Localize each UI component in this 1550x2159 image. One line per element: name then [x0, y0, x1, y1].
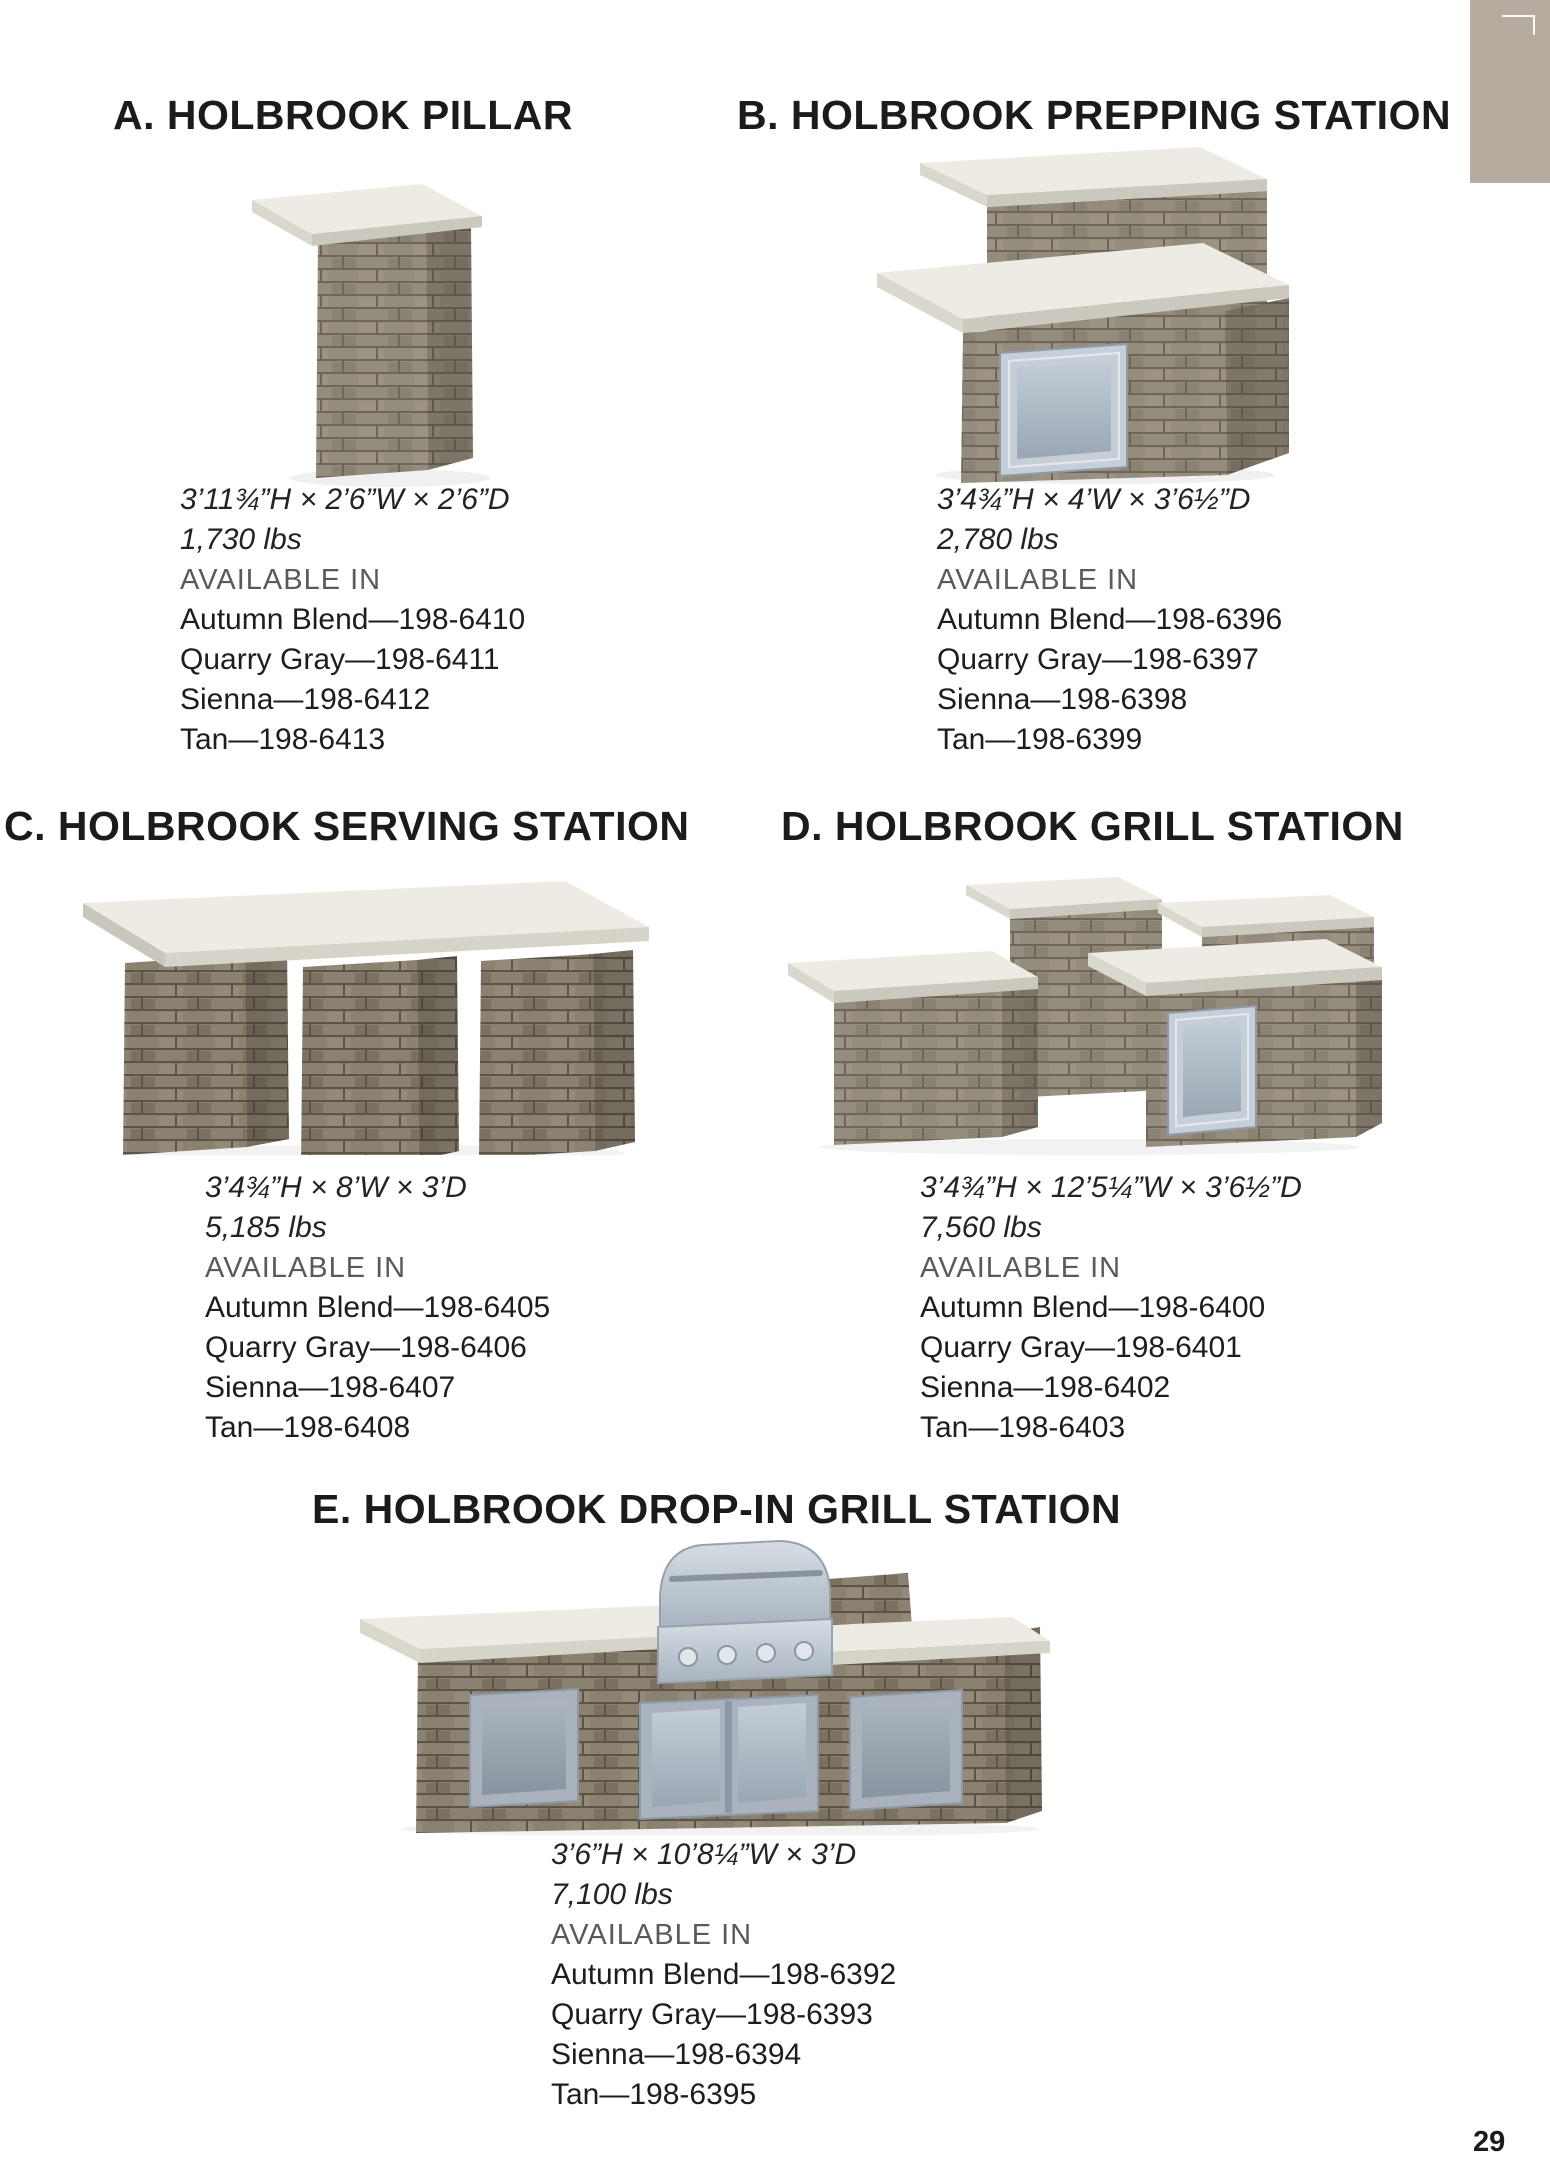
- product-c-image: [45, 855, 665, 1155]
- product-b-color-option: Sienna—198-6398: [937, 683, 1188, 716]
- product-a-image: [190, 140, 490, 490]
- holbrook-drop-in-grill-station-illustration: [340, 1535, 1080, 1835]
- product-e-color-option: Quarry Gray—198-6393: [551, 1998, 873, 2031]
- product-d-color-option: Tan—198-6403: [920, 1411, 1126, 1444]
- product-b-image: [865, 135, 1295, 485]
- holbrook-prepping-station-illustration: [865, 135, 1295, 485]
- product-b-title: B. HOLBROOK PREPPING STATION: [737, 92, 1452, 138]
- grill-knob: [679, 1648, 697, 1666]
- left-counter-module: [788, 951, 1038, 1145]
- product-c-color-option: Sienna—198-6407: [205, 1371, 456, 1404]
- product-a-weight: 1,730 lbs: [180, 523, 302, 556]
- countertop-slab: [83, 881, 649, 967]
- product-d-color-option: Autumn Blend—198-6400: [920, 1291, 1266, 1324]
- right-stainless-door: [850, 1690, 962, 1810]
- product-e-color-option: Sienna—198-6394: [551, 2038, 802, 2071]
- product-d-title: D. HOLBROOK GRILL STATION: [781, 803, 1404, 849]
- product-a-color-option: Tan—198-6413: [180, 723, 386, 756]
- left-stainless-door: [470, 1689, 578, 1807]
- product-d-available-in-label: AVAILABLE IN: [920, 1252, 1122, 1284]
- product-e-color-option: Tan—198-6395: [551, 2078, 757, 2111]
- product-b-specs: [937, 480, 1282, 760]
- stone-pillar-leg: [301, 956, 459, 1155]
- product-c-color-option: Tan—198-6408: [205, 1411, 411, 1444]
- product-e-dimensions: 3’6”H × 10’8¼”W × 3’D: [551, 1838, 857, 1871]
- center-double-doors: [640, 1695, 818, 1819]
- product-b-dimensions: 3’4¾”H × 4’W × 3’6½”D: [937, 483, 1251, 516]
- pillar-body: [316, 227, 473, 478]
- product-e-available-in-label: AVAILABLE IN: [551, 1919, 753, 1951]
- stone-pillar-leg: [479, 950, 635, 1155]
- product-b-color-option: Tan—198-6399: [937, 723, 1143, 756]
- product-e-image: [340, 1535, 1080, 1835]
- stainless-access-door: [1000, 344, 1127, 476]
- product-a-dimensions: 3’11¾”H × 2’6”W × 2’6”D: [180, 483, 510, 516]
- grill-knob: [757, 1644, 775, 1662]
- product-b-weight: 2,780 lbs: [937, 523, 1059, 556]
- holbrook-serving-station-illustration: [45, 855, 665, 1155]
- product-d-image: [770, 855, 1390, 1155]
- product-b-available-in-label: AVAILABLE IN: [937, 564, 1139, 596]
- product-d-color-option: Sienna—198-6402: [920, 1371, 1171, 1404]
- product-c-available-in-label: AVAILABLE IN: [205, 1252, 407, 1284]
- product-c-title: C. HOLBROOK SERVING STATION: [4, 803, 690, 849]
- drop-in-grill: [658, 1541, 832, 1683]
- grill-knob: [718, 1646, 736, 1664]
- product-b-color-option: Quarry Gray—198-6397: [937, 643, 1259, 676]
- product-a-title: A. HOLBROOK PILLAR: [113, 92, 573, 138]
- grill-knob: [795, 1642, 813, 1660]
- stone-pillar-leg: [123, 951, 289, 1155]
- product-d-specs: [920, 1168, 1302, 1448]
- product-e-weight: 7,100 lbs: [551, 1878, 673, 1911]
- product-d-color-option: Quarry Gray—198-6401: [920, 1331, 1242, 1364]
- stainless-access-door: [1168, 1006, 1256, 1135]
- holbrook-pillar-illustration: [190, 140, 490, 490]
- product-c-weight: 5,185 lbs: [205, 1211, 327, 1244]
- page-number: 29: [1473, 2126, 1506, 2158]
- product-d-weight: 7,560 lbs: [920, 1211, 1042, 1244]
- product-c-color-option: Autumn Blend—198-6405: [205, 1291, 551, 1324]
- product-d-dimensions: 3’4¾”H × 12’5¼”W × 3’6½”D: [920, 1171, 1302, 1204]
- product-e-title: E. HOLBROOK DROP-IN GRILL STATION: [312, 1486, 1122, 1532]
- holbrook-grill-station-illustration: [770, 855, 1390, 1155]
- product-c-dimensions: 3’4¾”H × 8’W × 3’D: [205, 1171, 467, 1204]
- product-c-specs: [205, 1168, 550, 1448]
- product-a-color-option: Sienna—198-6412: [180, 683, 431, 716]
- corner-crop-mark-icon: [1502, 15, 1535, 35]
- product-a-color-option: Quarry Gray—198-6411: [180, 643, 500, 676]
- product-c-color-option: Quarry Gray—198-6406: [205, 1331, 527, 1364]
- product-a-color-option: Autumn Blend—198-6410: [180, 603, 526, 636]
- product-a-specs: [180, 480, 525, 760]
- product-b-color-option: Autumn Blend—198-6396: [937, 603, 1283, 636]
- product-e-color-option: Autumn Blend—198-6392: [551, 1958, 897, 1991]
- product-a-available-in-label: AVAILABLE IN: [180, 564, 382, 596]
- product-e-specs: [551, 1835, 896, 2115]
